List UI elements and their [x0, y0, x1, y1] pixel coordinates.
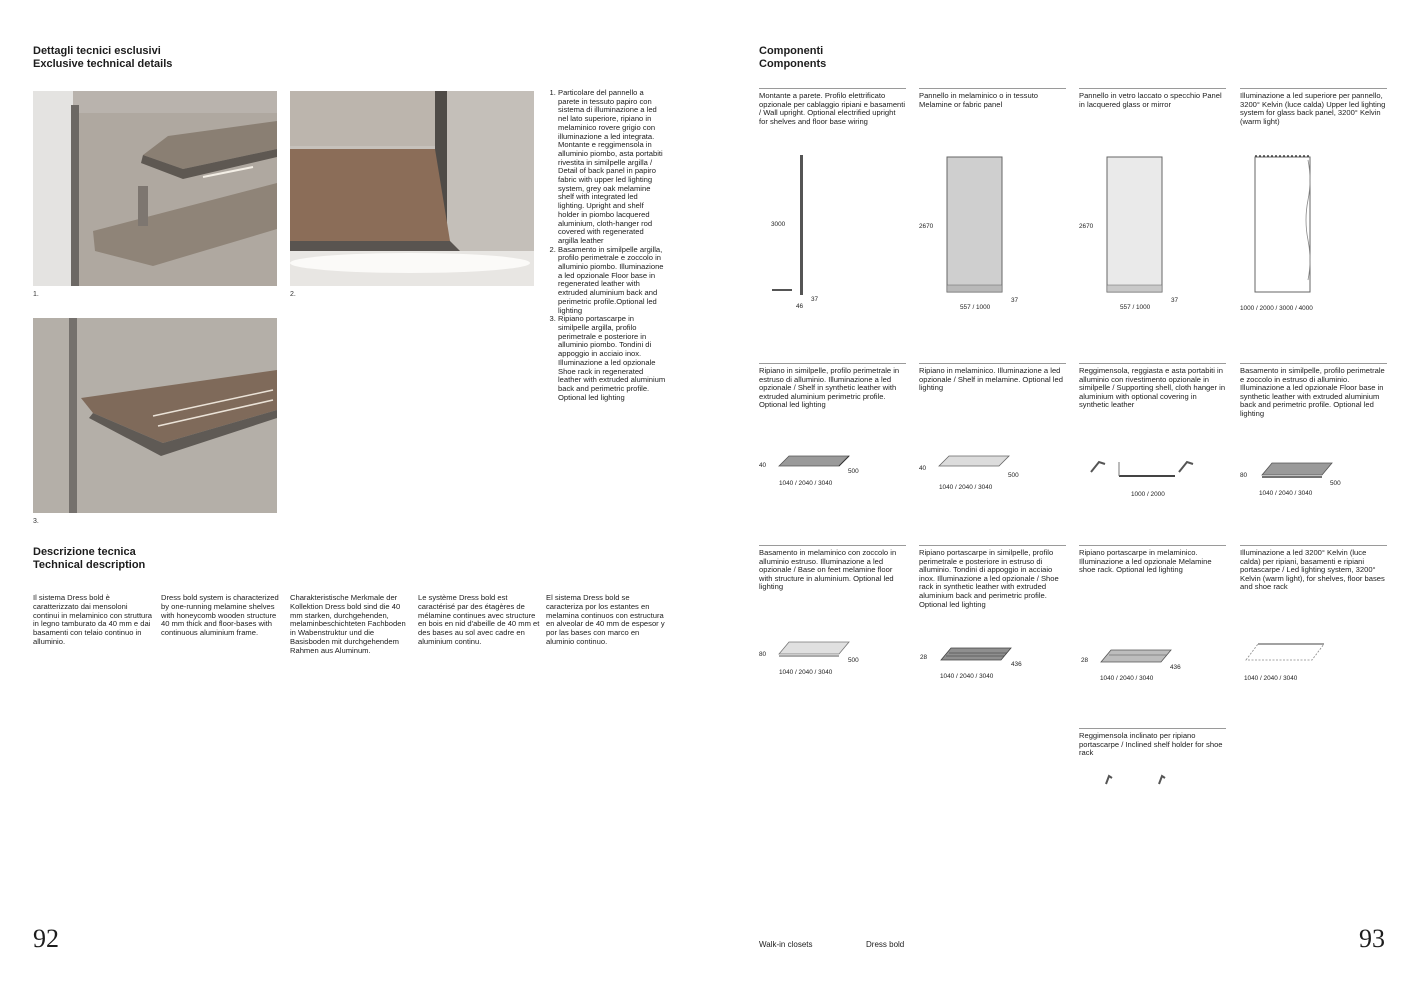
dim-glass-height: 2670 — [1079, 223, 1094, 230]
left-page-number: 92 — [33, 924, 59, 953]
dim-leather-shelf-length: 1040 / 2040 / 3040 — [779, 480, 833, 487]
component-upper-led: Illuminazione a led superiore per pannello, 3200° Kelvin (luce calda) Upper led lighting system for glass back panel, 3200° Kelvin (warm light) — [1240, 88, 1387, 126]
component-led-shelves: Illuminazione a led 3200° Kelvin (luce calda) per ripiani, basamenti e ripiani portascarpe / Led lighting system, 3200° Kelvin (warm light), for shelves, floor bases and shoe rack — [1240, 545, 1387, 592]
component-inclined-holder: Reggimensola inclinato per ripiano portascarpe / Inclined shelf holder for shoe rack — [1079, 728, 1226, 758]
description-german: Charakteristische Merkmale der Kollektion Dress bold sind die 40 mm starken, durchgehenden, melaminbeschichteten Fachboden in Wabenstruktur und die Basisboden mit durchgehendem Rahmen aus Aluminum. — [290, 593, 406, 655]
dim-melamine-base-length: 1040 / 2040 / 3040 — [779, 669, 833, 676]
detail-photo-2 — [290, 91, 534, 286]
photo-caption-2: 2. — [290, 291, 296, 298]
detail-notes — [546, 89, 666, 402]
component-wall-upright: Montante a parete. Profilo elettrificato opzionale per cablaggio ripiani e basamenti / Wall upright. Optional electrified upright for shelves and floor base wiring — [759, 88, 906, 126]
dim-leather-shelf-height: 40 — [759, 462, 767, 469]
dim-glass-width: 557 / 1000 — [1120, 304, 1151, 311]
dim-leather-shelf-depth: 500 — [848, 468, 859, 475]
dim-rod-length: 1000 / 2000 — [1131, 491, 1165, 498]
dim-leather-rack-depth: 436 — [1011, 661, 1022, 668]
component-shelf-holder-rod: Reggimensola, reggiasta e asta portabiti in alluminio con rivestimento opzionale in similpelle / Supporting shell, cloth hanger in aluminium with optional covering in synthetic leather — [1079, 363, 1226, 410]
inclined-holder-drawing — [1100, 772, 1180, 792]
dim-melamine-shelf-depth: 500 — [1008, 472, 1019, 479]
photo-caption-1: 1. — [33, 291, 39, 298]
shelf-holder-rod-drawing — [1079, 452, 1226, 492]
note-item-1: 1. Particolare del pannello a parete in tessuto papiro con sistema di illuminazione a led nel lato superiore, ripiano in melaminico rovere grigio con illuminazione a led integrata. Montante e reggimensola in alluminio piombo, asta portabiti rivestita in similpelle argilla / Detail of back panel in papiro fabric with upper led lighting system, grey oak melamine shelf with integrated led lighting. Upright and shelf holder in piombo lacquered aluminium, cloth-hanger rod covered with regenerated argilla leather — [558, 89, 666, 246]
detail-photo-1 — [33, 91, 277, 286]
dim-panel-width: 557 / 1000 — [960, 304, 991, 311]
note-item-3: 3. Ripiano portascarpe in similpelle argilla, profilo perimetrale e posteriore in alluminio piombo. Tondini di appoggio in acciaio inox. Illuminazione a led opzionale Shoe rack in regenerated leather with extruded aluminium back and perimetric profile. Optional led lighting — [558, 315, 666, 402]
dim-melamine-rack-depth: 436 — [1170, 664, 1181, 671]
description-heading-english: Technical description — [33, 559, 146, 571]
glass-panel-drawing — [1079, 150, 1226, 320]
description-spanish: El sistema Dress bold se caracteriza por los estantes en melamina continuos con estructura en alveolar de 40 mm de espesor y por las bases con marco en aluminio continuo. — [546, 593, 665, 646]
component-melamine-panel: Pannello in melaminico o in tessuto Melamine or fabric panel — [919, 88, 1066, 109]
heading-english: Exclusive technical details — [33, 58, 173, 70]
note-item-2: 2. Basamento in similpelle argilla, profilo perimetrale e zoccolo in alluminio piombo. Illuminazione a led opzionale Floor base in regenerated leather with extruded aluminium back and perimetric profile.Optional led lighting — [558, 246, 666, 316]
footer-collection: Dress bold — [866, 940, 905, 949]
dim-melamine-shelf-length: 1040 / 2040 / 3040 — [939, 484, 993, 491]
dim-upright-depth: 37 — [811, 296, 819, 303]
description-english: Dress bold system is characterized by one-running melamine shelves with honeycomb wooden structure 40 mm thick and floor-bases with continuous aluminium frame. — [161, 593, 279, 638]
dim-panel-depth: 37 — [1011, 297, 1019, 304]
left-heading — [33, 45, 172, 71]
dim-panel-height: 2670 — [919, 223, 934, 230]
photo-caption-3: 3. — [33, 518, 39, 525]
component-leather-floor-base: Basamento in similpelle, profilo perimetrale e zoccolo in estruso di alluminio. Illuminazione a led opzionale Floor base in synthetic leather with extruded aluminium back and perimetric profile. Optional led lighting — [1240, 363, 1387, 419]
dim-leather-base-length: 1040 / 2040 / 3040 — [1259, 490, 1313, 497]
leather-floor-base-drawing — [1240, 455, 1387, 495]
description-heading-italian: Descrizione tecnica — [33, 546, 136, 558]
component-melamine-shelf: Ripiano in melaminico. Illuminazione a led opzionale / Shelf in melamine. Optional led lighting — [919, 363, 1066, 393]
dim-melamine-base-height: 80 — [759, 651, 767, 658]
dim-melamine-shelf-height: 40 — [919, 465, 927, 472]
dim-leather-base-depth: 500 — [1330, 480, 1341, 487]
melamine-panel-drawing — [919, 150, 1066, 320]
description-french: Le système Dress bold est caractérisé par des étagères de mélamine continues avec structure en bois en nid d'abeille de 40 mm et des bases au sol avec cadre en aluminium continu. — [418, 593, 540, 646]
component-glass-panel: Pannello in vetro laccato o specchio Panel in lacquered glass or mirror — [1079, 88, 1226, 109]
dim-upright-height: 3000 — [771, 221, 786, 228]
dim-led-length: 1000 / 2000 / 3000 / 4000 — [1240, 305, 1313, 312]
heading-italian: Dettagli tecnici esclusivi — [33, 45, 161, 57]
dim-leather-rack-length: 1040 / 2040 / 3040 — [940, 673, 994, 680]
right-heading — [759, 45, 826, 71]
dim-led-shelves-length: 1040 / 2040 / 3040 — [1244, 675, 1298, 682]
upper-led-drawing — [1240, 150, 1387, 320]
description-heading — [33, 546, 145, 572]
dim-melamine-base-depth: 500 — [848, 657, 859, 664]
dim-upright-width: 46 — [796, 303, 804, 310]
wall-upright-drawing — [760, 150, 907, 320]
led-shelves-drawing — [1240, 638, 1387, 678]
dim-leather-rack-height: 28 — [920, 654, 928, 661]
component-melamine-floor-base: Basamento in melaminico con zoccolo in alluminio estruso. Illuminazione a led opzionale / Base on feet melamine floor with structure in aluminium. Optional led lighting — [759, 545, 906, 592]
component-leather-shelf: Ripiano in similpelle, profilo perimetrale in estruso di alluminio. Illuminazione a led opzionale / Shelf in synthetic leather with extruded aluminium perimetric profile. Optional led lighting — [759, 363, 906, 410]
component-leather-shoe-rack: Ripiano portascarpe in similpelle, profilo perimetrale e posteriore in estruso di alluminio. Tondini di appoggio in acciaio inox. Illuminazione a led opzionale / Shoe rack in synthetic leather with extruded aluminium back and perimetric profile. Optional led lighting — [919, 545, 1066, 609]
dim-melamine-rack-height: 28 — [1081, 657, 1089, 664]
description-italian: Il sistema Dress bold è caratterizzato dai mensoloni continui in melaminico con struttura in legno tamburato da 40 mm e dai basamenti con telaio continuo in alluminio. — [33, 593, 153, 646]
dim-glass-depth: 37 — [1171, 297, 1179, 304]
dim-melamine-rack-length: 1040 / 2040 / 3040 — [1100, 675, 1154, 682]
components-heading-italian: Componenti — [759, 45, 824, 57]
footer-section: Walk-in closets — [759, 940, 813, 949]
components-heading-english: Components — [759, 58, 827, 70]
dim-leather-base-height: 80 — [1240, 472, 1248, 479]
detail-photo-3 — [33, 318, 277, 513]
component-melamine-shoe-rack: Ripiano portascarpe in melaminico. Illuminazione a led opzionale Melamine shoe rack. Optional led lighting — [1079, 545, 1226, 575]
right-page-number: 93 — [1359, 924, 1385, 953]
